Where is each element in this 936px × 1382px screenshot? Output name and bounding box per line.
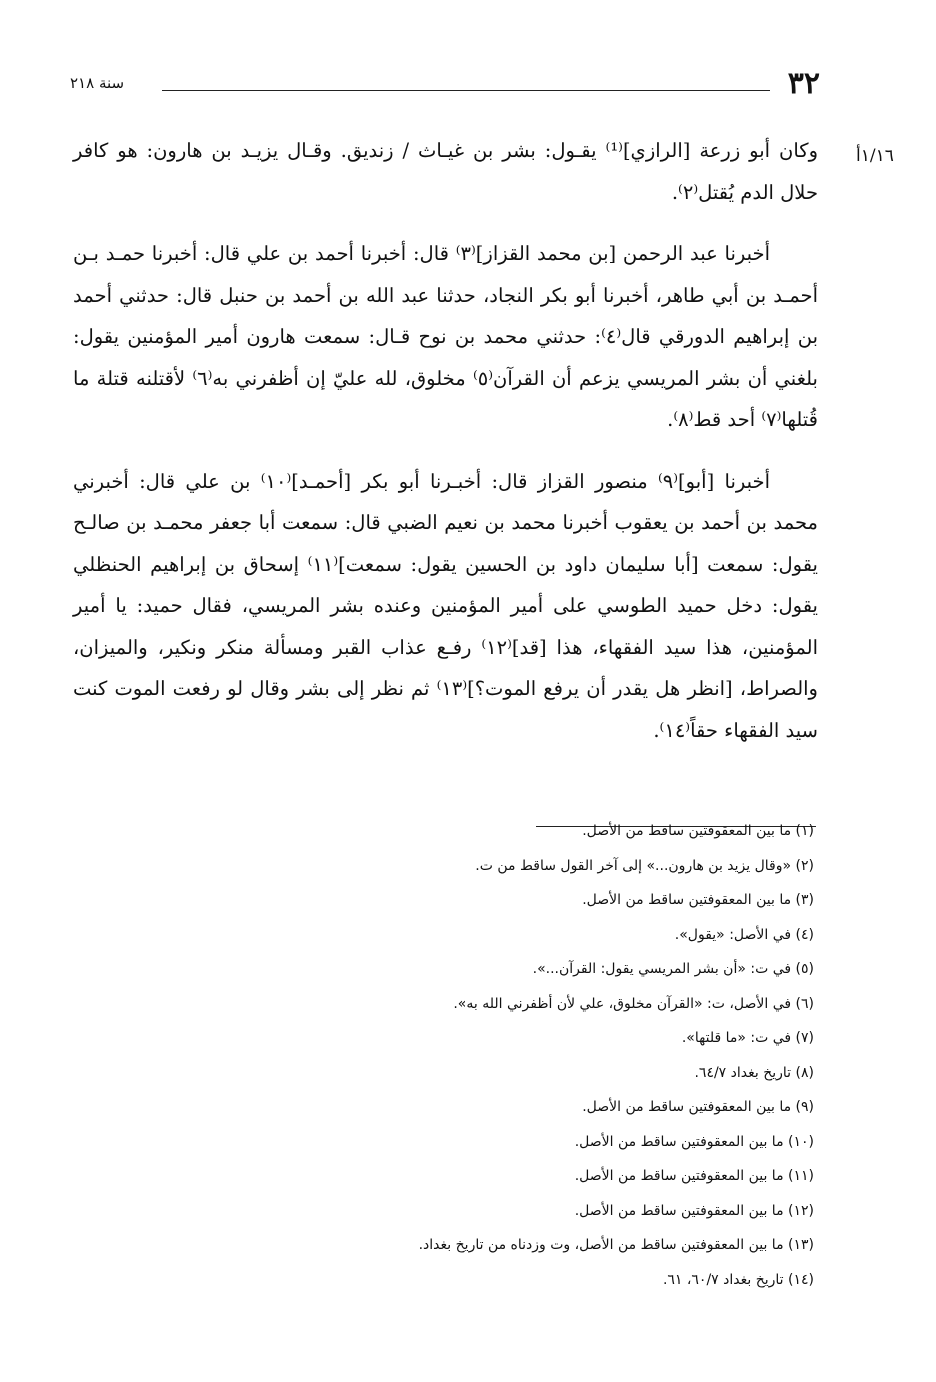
footnotes-list xyxy=(94,814,814,1297)
main-text xyxy=(73,130,818,751)
header-rule xyxy=(162,90,770,91)
footnote-6: (٦) في الأصل، ت: «القرآن مخلوق، علي لأن أظفرني الله به». xyxy=(453,995,814,1012)
footnote-13: (١٣) ما بين المعقوفتين ساقط من الأصل، وت وزدناه من تاريخ بغداد. xyxy=(418,1237,814,1253)
footnote-10: (١٠) ما بين المعقوفتين ساقط من الأصل. xyxy=(574,1133,814,1150)
footnote-11: (١١) ما بين المعقوفتين ساقط من الأصل. xyxy=(574,1168,814,1184)
footnote-4: (٤) في الأصل: «يقول». xyxy=(674,926,814,943)
footnote-3: (٣) ما بين المعقوفتين ساقط من الأصل. xyxy=(582,892,814,908)
paragraph-3: أخبرنا [أبو]⁽٩⁾ منصور القزاز قال: أخبـرنا أبو بكر [أحمـد]⁽١٠⁾ بن علي قال: أخبرني محمد بن أحمد بن يعقوب أخبرنا محمد بن نعيم الضبي قال: سمعت أبا جعفر محمـد بن صالـح يقول: سمعت [أبا سليمان داود بن الحسين يقول: سمعت]⁽١١⁾ إسحاق بن إبراهيم الحنظلي يقول: دخل حميد الطوسي على أمير المؤمنين وعنده بشر المريسي، فقال حميد: يا أمير المؤمنين، هذا سيد الفقهاء، هذا [قد]⁽١٢⁾ رفـع عذاب القبر ومسألة منكر ونكير، والميزان، والصراط، [انظر هل يقدر أن يرفع الموت؟]⁽١٣⁾ ثم نظر إلى بشر وقال لو رفعت الموت كنت سيد الفقهاء حقاً⁽١٤⁾. xyxy=(73,469,818,742)
footnote-8: (٨) تاريخ بغداد ٦٤/٧. xyxy=(694,1064,814,1081)
running-header xyxy=(70,66,820,106)
footnote-7: (٧) في ت: «ما قلتها». xyxy=(681,1030,814,1046)
year-label: سنة ٢١٨ xyxy=(70,74,125,92)
footnote-5: (٥) في ت: «أن بشر المريسي يقول: القرآن...». xyxy=(532,961,814,977)
footnote-1: (١) ما بين المعقوفتين ساقط من الأصل. xyxy=(582,823,814,839)
footnote-14: (١٤) تاريخ بغداد ٦٠/٧، ٦١. xyxy=(662,1271,814,1288)
footnote-12: (١٢) ما بين المعقوفتين ساقط من الأصل. xyxy=(574,1202,814,1219)
paragraph-2: أخبرنا عبد الرحمن [بن محمد القزاز]⁽٣⁾ قال: أخبرنا أحمد بن علي قال: أخبرنا حمـد بـن أحمـد بن أبي طاهر، أخبرنا أبو بكر النجاد، حدثنا عبد الله بن أحمد بن حنبل قال: حدثني أحمد بن إبراهيم الدورقي قال⁽٤⁾: حدثني محمد بن نوح قـال: سمعت هارون أمير المؤمنين يقول: بلغني أن بشر المريسي يزعم أن القرآن⁽٥⁾ مخلوق، لله عليّ إن أظفرني به⁽٦⁾ لأقتلنه قتلة ما قُتلها⁽٧⁾ أحد قط⁽٨⁾. xyxy=(73,242,818,431)
footnote-2: (٢) «وقال يزيد بن هارون...» إلى آخر القول ساقط من ت. xyxy=(475,857,814,874)
page-number: ٣٢ xyxy=(787,66,820,101)
footnote-9: (٩) ما بين المعقوفتين ساقط من الأصل. xyxy=(582,1099,814,1115)
paragraph-1: وكان أبو زرعة [الرازي]⁽¹⁾ يقـول: بشر بن غيـاث / زنديق. وقـال يزيـد بن هارون: هو كافر حلال الدم يُقتل⁽٢⁾. xyxy=(73,139,818,204)
manuscript-folio-note: ١/١٦أ xyxy=(856,146,894,166)
